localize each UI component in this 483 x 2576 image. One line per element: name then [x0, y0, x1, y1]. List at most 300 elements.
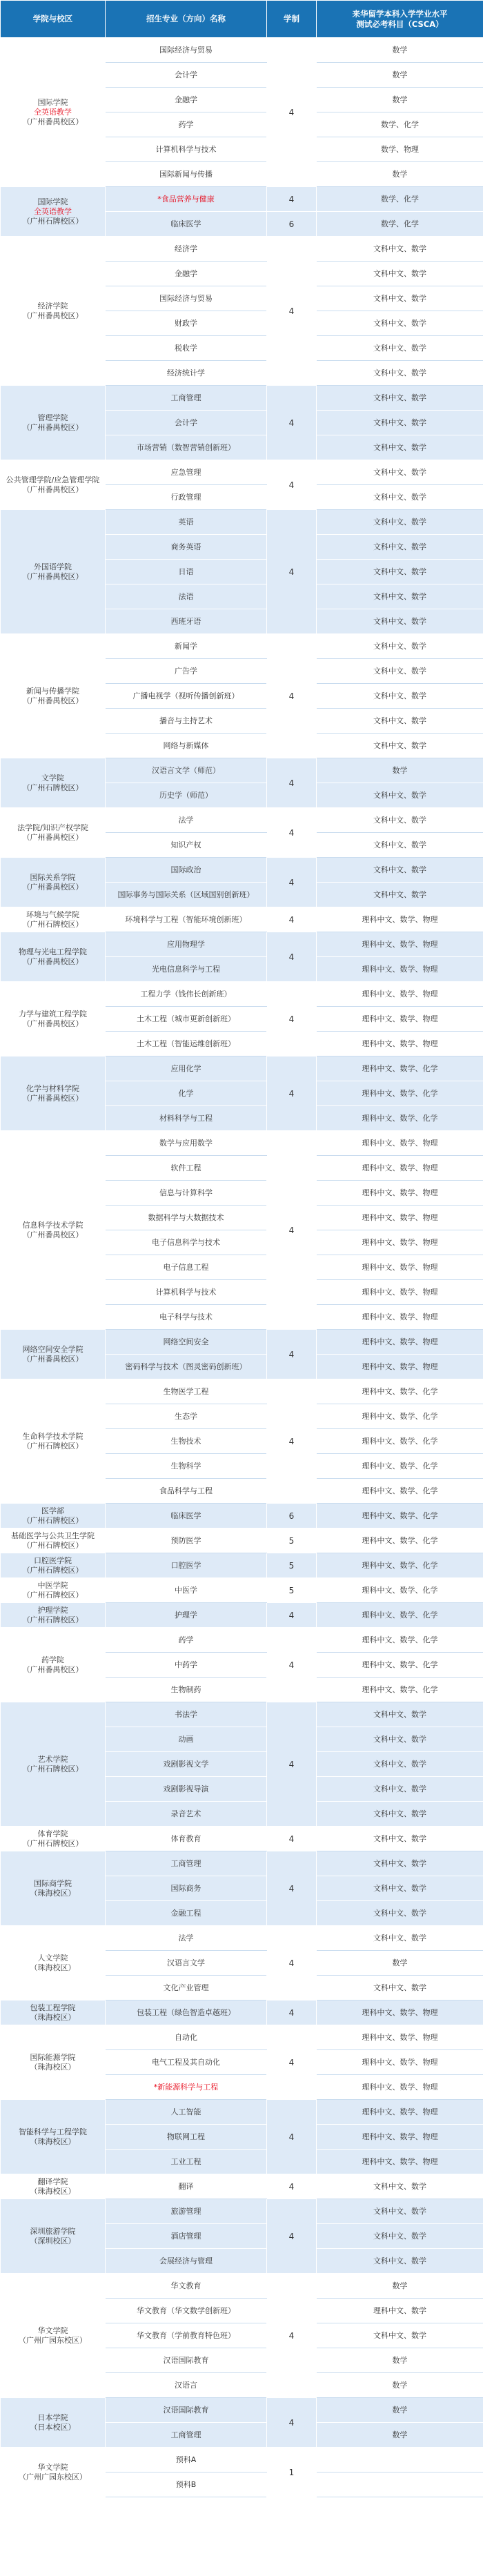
college-name-line: （广州番禺校区） — [22, 882, 83, 892]
college-name-line: （珠海校区） — [30, 2186, 76, 2196]
college-name-line: 国际学院 — [37, 197, 68, 206]
major-cell: 文化产业管理 — [106, 1976, 267, 2000]
college-name-line: 中医学院 — [37, 1580, 68, 1590]
table-body — [1, 38, 483, 2497]
major-cell: 预科A — [106, 2448, 267, 2472]
subjects-cell: 理科中文、数学、物理 — [317, 2000, 483, 2025]
subjects-cell: 理科中文、数学、物理 — [317, 982, 483, 1007]
years-cell: 4 — [267, 1603, 317, 1628]
subjects-cell: 数学 — [317, 63, 483, 88]
major-cell: 戏剧影视导演 — [106, 1777, 267, 1802]
subjects-cell: 文科中文、数学 — [317, 783, 483, 808]
college-name-line: 国际学院 — [37, 97, 68, 107]
subjects-cell: 文科中文、数学 — [317, 336, 483, 361]
subjects-cell: 理科中文、数学、物理 — [317, 1305, 483, 1330]
years-cell: 4 — [267, 982, 317, 1056]
college-name-line: 经济学院 — [37, 301, 68, 311]
college-name-line: （深圳校区） — [30, 2236, 76, 2245]
college-cell — [1, 1926, 106, 2000]
college-cell — [1, 2274, 106, 2398]
college-name-line: （广州番禺校区） — [22, 832, 83, 842]
years-cell: 4 — [267, 386, 317, 460]
table-row — [1, 2000, 483, 2025]
college-name-line: 华文学院 — [37, 2326, 68, 2335]
major-cell: 国际经济与贸易 — [106, 38, 267, 63]
major-cell: 英语 — [106, 510, 267, 535]
major-cell: 日语 — [106, 560, 267, 584]
table-row — [1, 386, 483, 411]
college-name-line: 包装工程学院 — [30, 2003, 76, 2012]
college-name-line: 艺术学院 — [37, 1754, 68, 1764]
years-cell: 4 — [267, 187, 317, 212]
college-name-line: 力学与建筑工程学院 — [19, 1009, 87, 1019]
major-cell: 国际商务 — [106, 1876, 267, 1901]
years-cell: 4 — [267, 2100, 317, 2174]
college-name-line: （广州番禺校区） — [22, 422, 83, 432]
years-cell: 4 — [267, 1926, 317, 2000]
subjects-cell: 理科中文、数学、物理 — [317, 2075, 483, 2100]
subjects-cell: 文科中文、数学 — [317, 2249, 483, 2274]
subjects-cell: 理科中文、数学、物理 — [317, 2025, 483, 2050]
college-name-line: 口腔医学院 — [34, 1555, 72, 1565]
years-cell: 4 — [267, 2274, 317, 2398]
college-cell — [1, 1702, 106, 1827]
subjects-cell: 文科中文、数学 — [317, 435, 483, 460]
subjects-cell: 文科中文、数学 — [317, 584, 483, 609]
table-row — [1, 808, 483, 833]
header-subjects — [317, 1, 483, 38]
college-name-line: 国际能源学院 — [30, 2052, 76, 2062]
table-row — [1, 1578, 483, 1603]
table-row — [1, 1056, 483, 1081]
subjects-cell: 理科中文、数学、物理 — [317, 1280, 483, 1305]
years-cell: 5 — [267, 1553, 317, 1578]
years-cell: 4 — [267, 2398, 317, 2448]
college-name-line: （珠海校区） — [30, 2062, 76, 2072]
subjects-cell: 文科中文、数学 — [317, 237, 483, 262]
years-cell: 6 — [267, 212, 317, 237]
college-name-line: 法学院/知识产权学院 — [17, 823, 88, 832]
college-cell — [1, 1504, 106, 1528]
years-cell: 4 — [267, 38, 317, 187]
college-cell — [1, 982, 106, 1056]
years-cell: 4 — [267, 1330, 317, 1379]
subjects-cell: 数学 — [317, 2423, 483, 2448]
college-name-line: （广州石牌校区） — [22, 1764, 83, 1773]
subjects-cell: 数学、物理 — [317, 137, 483, 162]
major-cell: 会展经济与管理 — [106, 2249, 267, 2274]
college-name-line: 外国语学院 — [34, 562, 72, 571]
college-name-line: 化学与材料学院 — [26, 1083, 79, 1093]
major-cell: 工程力学（钱伟长创新班） — [106, 982, 267, 1007]
table-row — [1, 187, 483, 212]
major-cell: 广告学 — [106, 659, 267, 684]
major-cell: 护理学 — [106, 1603, 267, 1628]
subjects-cell: 理科中文、数学、化学 — [317, 1578, 483, 1603]
college-name-line: （珠海校区） — [30, 2012, 76, 2022]
table-row — [1, 2199, 483, 2224]
subjects-cell: 文科中文、数学 — [317, 858, 483, 883]
major-cell: 环境科学与工程（智能环境创新班） — [106, 907, 267, 932]
subjects-cell: 理科中文、数学、物理 — [317, 1181, 483, 1206]
subjects-cell: 文科中文、数学 — [317, 833, 483, 858]
college-name-line: 华文学院 — [37, 2462, 68, 2472]
college-cell — [1, 1379, 106, 1504]
subjects-cell: 文科中文、数学 — [317, 1752, 483, 1777]
subjects-cell: 数学 — [317, 2348, 483, 2373]
subjects-cell: 理科中文、数学、物理 — [317, 2150, 483, 2174]
table-row — [1, 1603, 483, 1628]
college-name-line: 环境与气候学院 — [26, 910, 79, 919]
years-cell: 4 — [267, 1827, 317, 1851]
years-cell: 4 — [267, 1131, 317, 1330]
college-cell — [1, 1628, 106, 1702]
years-cell: 4 — [267, 808, 317, 858]
college-name-line: （广州番禺校区） — [22, 956, 83, 966]
major-cell: 电子信息科学与技术 — [106, 1230, 267, 1255]
major-cell: 应急管理 — [106, 460, 267, 485]
college-name-line: （广州番禺校区） — [22, 1230, 83, 1239]
subjects-cell: 数学 — [317, 88, 483, 112]
years-cell: 4 — [267, 932, 317, 982]
major-cell: 汉语国际教育 — [106, 2348, 267, 2373]
header-subjects-line1: 来华留学本科入学学业水平 — [352, 8, 448, 19]
major-cell: *新能源科学与工程 — [106, 2075, 267, 2100]
subjects-cell: 文科中文、数学 — [317, 734, 483, 758]
major-cell: 国际经济与贸易 — [106, 286, 267, 311]
college-note-highlight: 全英语教学 — [34, 107, 72, 117]
subjects-cell: 文科中文、数学 — [317, 286, 483, 311]
subjects-cell: 文科中文、数学 — [317, 634, 483, 659]
years-cell: 1 — [267, 2448, 317, 2497]
major-cell: 临床医学 — [106, 1504, 267, 1528]
subjects-cell: 理科中文、数学、化学 — [317, 1404, 483, 1429]
major-cell: 金融工程 — [106, 1901, 267, 1926]
table-header-row — [1, 1, 483, 38]
college-name-line: 生命科学技术学院 — [22, 1431, 83, 1441]
college-cell — [1, 2025, 106, 2100]
major-cell: 网络与新媒体 — [106, 734, 267, 758]
major-cell: 戏剧影视文学 — [106, 1752, 267, 1777]
college-name-line: 新闻与传播学院 — [26, 686, 79, 696]
college-name-line: （广州番禺校区） — [22, 311, 83, 320]
college-name-line: 公共管理学院/应急管理学院 — [6, 475, 100, 484]
table-row — [1, 1628, 483, 1653]
college-cell — [1, 2000, 106, 2025]
college-cell — [1, 1553, 106, 1578]
major-cell: 汉语言 — [106, 2373, 267, 2398]
major-cell: 酒店管理 — [106, 2224, 267, 2249]
subjects-cell: 理科中文、数学、化学 — [317, 1528, 483, 1553]
years-cell: 4 — [267, 460, 317, 510]
subjects-cell: 文科中文、数学 — [317, 2174, 483, 2199]
major-cell: *食品营养与健康 — [106, 187, 267, 212]
college-name-line: （广州番禺校区） — [22, 696, 83, 705]
subjects-cell: 理科中文、数学、物理 — [317, 1131, 483, 1156]
college-name-line: 人文学院 — [37, 1953, 68, 1963]
subjects-cell: 文科中文、数学 — [317, 386, 483, 411]
subjects-cell: 数学 — [317, 38, 483, 63]
subjects-cell: 文科中文、数学 — [317, 510, 483, 535]
college-name-line: 国际关系学院 — [30, 872, 76, 882]
subjects-cell: 理科中文、数学、化学 — [317, 1429, 483, 1454]
college-cell — [1, 2199, 106, 2274]
table-row — [1, 2025, 483, 2050]
subjects-cell: 文科中文、数学 — [317, 361, 483, 386]
college-name-line: （广州石牌校区） — [22, 1590, 83, 1600]
subjects-cell: 文科中文、数学 — [317, 1777, 483, 1802]
years-cell: 4 — [267, 237, 317, 386]
subjects-cell: 文科中文、数学 — [317, 808, 483, 833]
major-cell: 电子科学与技术 — [106, 1305, 267, 1330]
college-cell — [1, 1827, 106, 1851]
college-name-line: 护理学院 — [37, 1605, 68, 1615]
table-row — [1, 634, 483, 659]
table-row — [1, 1379, 483, 1404]
major-cell: 应用化学 — [106, 1056, 267, 1081]
major-cell: 新闻学 — [106, 634, 267, 659]
subjects-cell: 文科中文、数学 — [317, 684, 483, 709]
years-cell: 4 — [267, 1702, 317, 1827]
college-name-line: 医学部 — [41, 1506, 64, 1515]
subjects-cell: 理科中文、数学、物理 — [317, 2050, 483, 2075]
major-cell: 旅游管理 — [106, 2199, 267, 2224]
subjects-cell: 理科中文、数学、化学 — [317, 1653, 483, 1678]
major-cell: 播音与主持艺术 — [106, 709, 267, 734]
years-cell: 4 — [267, 2174, 317, 2199]
college-cell — [1, 38, 106, 187]
college-name-line: （珠海校区） — [30, 1963, 76, 1972]
subjects-cell: 理科中文、数学 — [317, 2299, 483, 2323]
subjects-cell: 理科中文、数学、化学 — [317, 1106, 483, 1131]
subjects-cell: 文科中文、数学 — [317, 1876, 483, 1901]
major-cell: 法语 — [106, 584, 267, 609]
table-row — [1, 1528, 483, 1553]
college-cell — [1, 1603, 106, 1628]
subjects-cell: 文科中文、数学 — [317, 659, 483, 684]
major-cell: 书法学 — [106, 1702, 267, 1727]
college-name-line: （广州石牌校区） — [22, 1515, 83, 1525]
major-cell: 预科B — [106, 2472, 267, 2497]
table-row — [1, 1330, 483, 1355]
major-cell: 工商管理 — [106, 2423, 267, 2448]
major-cell: 电气工程及其自动化 — [106, 2050, 267, 2075]
subjects-cell — [317, 2448, 483, 2472]
table-row — [1, 1553, 483, 1578]
college-name-line: 国际商学院 — [34, 1878, 72, 1888]
major-cell: 数学与应用数学 — [106, 1131, 267, 1156]
subjects-cell: 理科中文、数学、物理 — [317, 2125, 483, 2150]
major-cell: 工商管理 — [106, 1851, 267, 1876]
college-name-line: （广州番禺校区） — [22, 1093, 83, 1103]
subjects-cell: 理科中文、数学、物理 — [317, 1007, 483, 1032]
table-row — [1, 932, 483, 957]
subjects-cell: 理科中文、数学、物理 — [317, 1355, 483, 1379]
college-cell — [1, 1056, 106, 1131]
college-name-line: 基础医学与公共卫生学院 — [11, 1531, 95, 1540]
college-cell — [1, 2448, 106, 2497]
college-name-line: （广州石牌校区） — [22, 1441, 83, 1451]
table-row — [1, 2448, 483, 2472]
subjects-cell: 文科中文、数学 — [317, 1851, 483, 1876]
years-cell: 4 — [267, 1056, 317, 1131]
college-cell — [1, 907, 106, 932]
subjects-cell: 文科中文、数学 — [317, 1901, 483, 1926]
major-cell: 材料科学与工程 — [106, 1106, 267, 1131]
major-cell: 华文教育 — [106, 2274, 267, 2299]
major-cell: 历史学（师范） — [106, 783, 267, 808]
college-name-line: 文学院 — [41, 773, 64, 783]
major-cell: 数据科学与大数据技术 — [106, 1206, 267, 1230]
major-cell: 知识产权 — [106, 833, 267, 858]
table-row — [1, 907, 483, 932]
college-cell — [1, 634, 106, 758]
major-cell: 汉语言文学（师范） — [106, 758, 267, 783]
college-name-line: （日本校区） — [30, 2422, 76, 2432]
major-cell: 经济学 — [106, 237, 267, 262]
major-cell: 包装工程（绿色智造卓越班） — [106, 2000, 267, 2025]
major-cell: 软件工程 — [106, 1156, 267, 1181]
major-cell: 信息与计算科学 — [106, 1181, 267, 1206]
major-cell: 土木工程（智能运维创新班） — [106, 1032, 267, 1056]
subjects-cell: 数学、化学 — [317, 212, 483, 237]
years-cell: 5 — [267, 1578, 317, 1603]
subjects-cell: 理科中文、数学、化学 — [317, 1678, 483, 1702]
major-cell: 食品科学与工程 — [106, 1479, 267, 1504]
table-row — [1, 982, 483, 1007]
college-name-line: （广州番禺校区） — [22, 1019, 83, 1028]
subjects-cell: 理科中文、数学、物理 — [317, 957, 483, 982]
subjects-cell: 理科中文、数学、化学 — [317, 1479, 483, 1504]
college-cell — [1, 2398, 106, 2448]
major-cell: 法学 — [106, 808, 267, 833]
college-cell — [1, 237, 106, 386]
years-cell: 6 — [267, 1504, 317, 1528]
subjects-cell: 文科中文、数学 — [317, 609, 483, 634]
major-cell: 市场营销（数智营销创新班） — [106, 435, 267, 460]
subjects-cell: 理科中文、数学、化学 — [317, 1056, 483, 1081]
subjects-cell: 数学 — [317, 2398, 483, 2423]
college-name-line: （广州石牌校区） — [22, 1565, 83, 1575]
major-cell: 电子信息工程 — [106, 1255, 267, 1280]
college-name-line: 网络空间安全学院 — [22, 1344, 83, 1354]
table-row — [1, 1504, 483, 1528]
subjects-cell: 数学 — [317, 162, 483, 187]
years-cell: 4 — [267, 1628, 317, 1702]
college-name-line: （广州番禺校区） — [22, 117, 83, 126]
subjects-cell: 理科中文、数学、化学 — [317, 1379, 483, 1404]
major-cell: 会计学 — [106, 63, 267, 88]
subjects-cell: 文科中文、数学 — [317, 560, 483, 584]
years-cell: 4 — [267, 634, 317, 758]
major-cell: 计算机科学与技术 — [106, 1280, 267, 1305]
college-name-line: （广州石牌校区） — [22, 1838, 83, 1848]
table-row — [1, 1851, 483, 1876]
subjects-cell: 文科中文、数学 — [317, 1727, 483, 1752]
years-cell: 5 — [267, 1528, 317, 1553]
major-cell: 生物医学工程 — [106, 1379, 267, 1404]
college-name-line: （广州石牌校区） — [22, 783, 83, 792]
subjects-cell: 数学、化学 — [317, 187, 483, 212]
major-cell: 动画 — [106, 1727, 267, 1752]
college-name-line: （广州番禺校区） — [22, 1354, 83, 1364]
college-cell — [1, 1330, 106, 1379]
major-cell: 药学 — [106, 1628, 267, 1653]
major-cell: 行政管理 — [106, 485, 267, 510]
years-cell: 4 — [267, 758, 317, 808]
subjects-cell — [317, 2472, 483, 2497]
subjects-cell: 文科中文、数学 — [317, 2199, 483, 2224]
major-cell: 密码科学与技术（图灵密码创新班） — [106, 1355, 267, 1379]
subjects-cell: 理科中文、数学、物理 — [317, 932, 483, 957]
table-row — [1, 758, 483, 783]
college-cell — [1, 1578, 106, 1603]
subjects-cell: 理科中文、数学、物理 — [317, 1255, 483, 1280]
major-cell: 西班牙语 — [106, 609, 267, 634]
major-cell: 中药学 — [106, 1653, 267, 1678]
major-cell: 税收学 — [106, 336, 267, 361]
subjects-cell: 文科中文、数学 — [317, 262, 483, 286]
table-row — [1, 2100, 483, 2125]
major-cell: 光电信息科学与工程 — [106, 957, 267, 982]
college-cell — [1, 932, 106, 982]
major-cell: 工商管理 — [106, 386, 267, 411]
table-row — [1, 2174, 483, 2199]
subjects-cell: 文科中文、数学 — [317, 1926, 483, 1951]
major-cell: 经济统计学 — [106, 361, 267, 386]
college-name-line: 体育学院 — [37, 1829, 68, 1838]
subjects-cell: 文科中文、数学 — [317, 460, 483, 485]
subjects-cell: 文科中文、数学 — [317, 1802, 483, 1827]
college-cell — [1, 510, 106, 634]
college-name-line: （广州石牌校区） — [22, 216, 83, 226]
major-cell: 工业工程 — [106, 2150, 267, 2174]
table-row — [1, 1702, 483, 1727]
header-subjects-line2: 测试必考科目（CSCA） — [356, 19, 444, 29]
subjects-cell: 数学 — [317, 758, 483, 783]
major-cell: 生物技术 — [106, 1429, 267, 1454]
college-cell — [1, 808, 106, 858]
college-name-line: （广州石牌校区） — [22, 919, 83, 929]
college-name-line: 翻译学院 — [37, 2176, 68, 2186]
major-cell: 华文教育（华文数学创新班） — [106, 2299, 267, 2323]
major-cell: 国际政治 — [106, 858, 267, 883]
subjects-cell: 理科中文、数学、物理 — [317, 2100, 483, 2125]
major-cell: 录音艺术 — [106, 1802, 267, 1827]
college-cell — [1, 187, 106, 237]
major-cell: 财政学 — [106, 311, 267, 336]
subjects-cell: 文科中文、数学 — [317, 1827, 483, 1851]
major-cell: 药学 — [106, 112, 267, 137]
subjects-cell: 文科中文、数学 — [317, 535, 483, 560]
major-cell: 生物科学 — [106, 1454, 267, 1479]
table-row — [1, 2398, 483, 2423]
table-row — [1, 1131, 483, 1156]
college-cell — [1, 1528, 106, 1553]
subjects-cell: 理科中文、数学、物理 — [317, 1206, 483, 1230]
table-row — [1, 38, 483, 63]
subjects-cell: 理科中文、数学、物理 — [317, 1032, 483, 1056]
college-name-line: 深圳旅游学院 — [30, 2226, 76, 2236]
college-name-line: （广州番禺校区） — [22, 571, 83, 581]
subjects-cell: 文科中文、数学 — [317, 2224, 483, 2249]
college-cell — [1, 758, 106, 808]
college-name-line: （广州广园东校区） — [19, 2335, 87, 2345]
college-note-highlight: 全英语教学 — [34, 206, 72, 216]
subjects-cell: 数学 — [317, 1951, 483, 1976]
major-cell: 临床医学 — [106, 212, 267, 237]
table-row — [1, 2274, 483, 2299]
